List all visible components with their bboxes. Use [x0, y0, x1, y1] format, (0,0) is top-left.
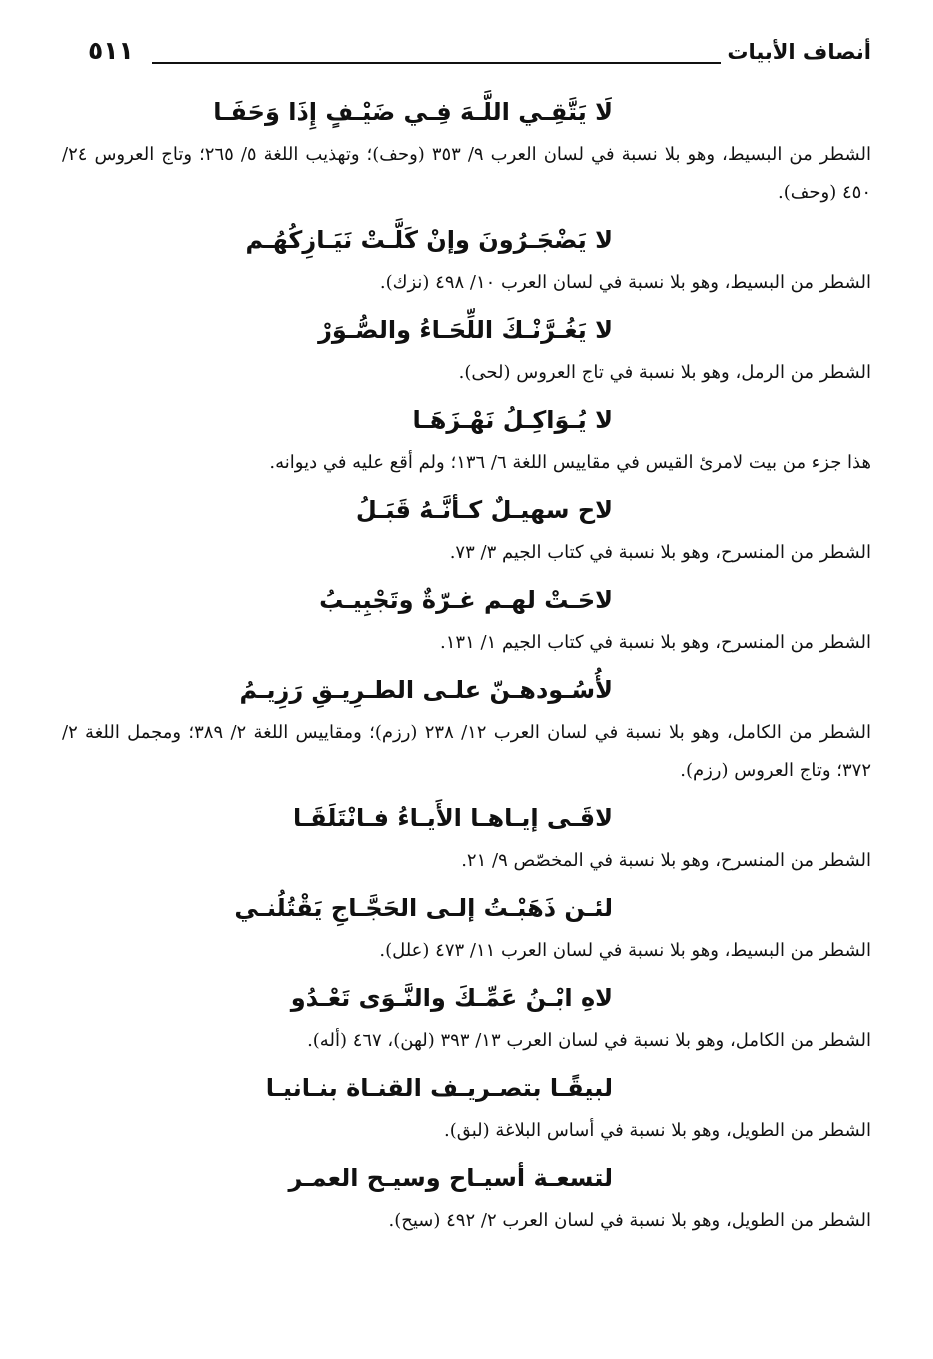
entry: [62, 1154, 871, 1240]
page-header: [88, 36, 871, 76]
verse-line: لا يُـوَاكِـلُ نَهْـزَهَـا: [412, 406, 613, 434]
verse-note: الشطر من البسيط، وهو بلا نسبة في لسان العرب ١١/ ٤٧٣ (علل).: [379, 940, 871, 961]
verse-note: الشطر من المنسرح، وهو بلا نسبة في كتاب الجيم ١/ ١٣١.: [440, 632, 871, 653]
verse-note: الشطر من الرمل، وهو بلا نسبة في تاج العروس (لحى).: [458, 362, 871, 383]
verse-note: الشطر من الكامل، وهو بلا نسبة في لسان العرب ١٢/ ٢٣٨ (رزم)؛ ومقاييس اللغة ٢/ ٣٨٩؛ ومجمل اللغة ٢/ ٣٧٢؛ وتاج العروس (رزم).: [62, 722, 871, 781]
verse-note: هذا جزء من بيت لامرئ القيس في مقاييس اللغة ٦/ ١٣٦؛ ولم أقع عليه في ديوانه.: [269, 452, 871, 473]
entry: [62, 396, 871, 482]
verse-line: لبيقًـا بتصـريـف القنـاة بنـانيـا: [265, 1074, 613, 1102]
verse-note: الشطر من المنسرح، وهو بلا نسبة في المخصّص ٩/ ٢١.: [461, 850, 871, 871]
verse-line: لتسعـة أسيـاح وسيـح العمـر: [288, 1164, 613, 1192]
verse-note: الشطر من الطويل، وهو بلا نسبة في أساس البلاغة (لبق).: [443, 1120, 871, 1141]
entry: [62, 974, 871, 1060]
entry: [62, 486, 871, 572]
entry: [62, 576, 871, 662]
verse-line: لاح سهيـلٌ كـأنَّـهُ قَبَـلُ: [355, 496, 613, 524]
verse-note: الشطر من الكامل، وهو بلا نسبة في لسان العرب ١٣/ ٣٩٣ (لهن)، ٤٦٧ (أله).: [307, 1030, 871, 1051]
entry: [62, 884, 871, 970]
entry: [62, 306, 871, 392]
verse-line: لا يَغُـرَّنْـكَ اللِّحَـاءُ والصُّـوَرْ: [318, 316, 613, 344]
header-rule: [152, 62, 721, 64]
verse-line: لا يَضْجَـرُونَ وإنْ كَلَّـتْ نَيَـازِكُهُـم: [245, 226, 613, 254]
running-title: أنصاف الأبيات: [727, 40, 871, 64]
verse-line: لاهِ ابْـنُ عَمِّـكَ والنَّـوَى تَعْـدُو: [290, 984, 613, 1012]
verse-line: لئـن ذَهَبْـتُ إلـى الحَجَّـاجِ يَقْتُلُنـي: [234, 894, 613, 922]
verse-note: الشطر من المنسرح، وهو بلا نسبة في كتاب الجيم ٣/ ٧٣.: [449, 542, 871, 563]
verse-note: الشطر من الطويل، وهو بلا نسبة في لسان العرب ٢/ ٤٩٢ (سيح).: [388, 1210, 871, 1231]
verse-note: الشطر من البسيط، وهو بلا نسبة في لسان العرب ١٠/ ٤٩٨ (نزك).: [379, 272, 871, 293]
verse-line: لاحَـتْ لهـم غـرّةٌ وتَجْبِيـبُ: [319, 586, 613, 614]
verse-line: لأُسُـودهـنّ علـى الطـرِيـقِ رَزِيـمُ: [239, 676, 613, 704]
entry: [62, 794, 871, 880]
entry: [62, 88, 871, 212]
verse-line: لاقَـى إيـاهـا الأَيـاءُ فـانْتَلَقَـا: [292, 804, 613, 832]
verse-note: الشطر من البسيط، وهو بلا نسبة في لسان العرب ٩/ ٣٥٣ (وحف)؛ وتهذيب اللغة ٥/ ٢٦٥؛ وتاج العروس ٢٤/ ٤٥٠ (وحف).: [62, 144, 871, 203]
page-number: ٥١١: [88, 36, 134, 65]
entry: [62, 216, 871, 302]
entry: [62, 1064, 871, 1150]
verse-line: لَا يَتَّقِـي اللَّـهَ فِـي ضَيْـفٍ إِذَا وَحَفَـا: [213, 98, 613, 126]
entries-list: [62, 88, 871, 1244]
entry: [62, 666, 871, 790]
